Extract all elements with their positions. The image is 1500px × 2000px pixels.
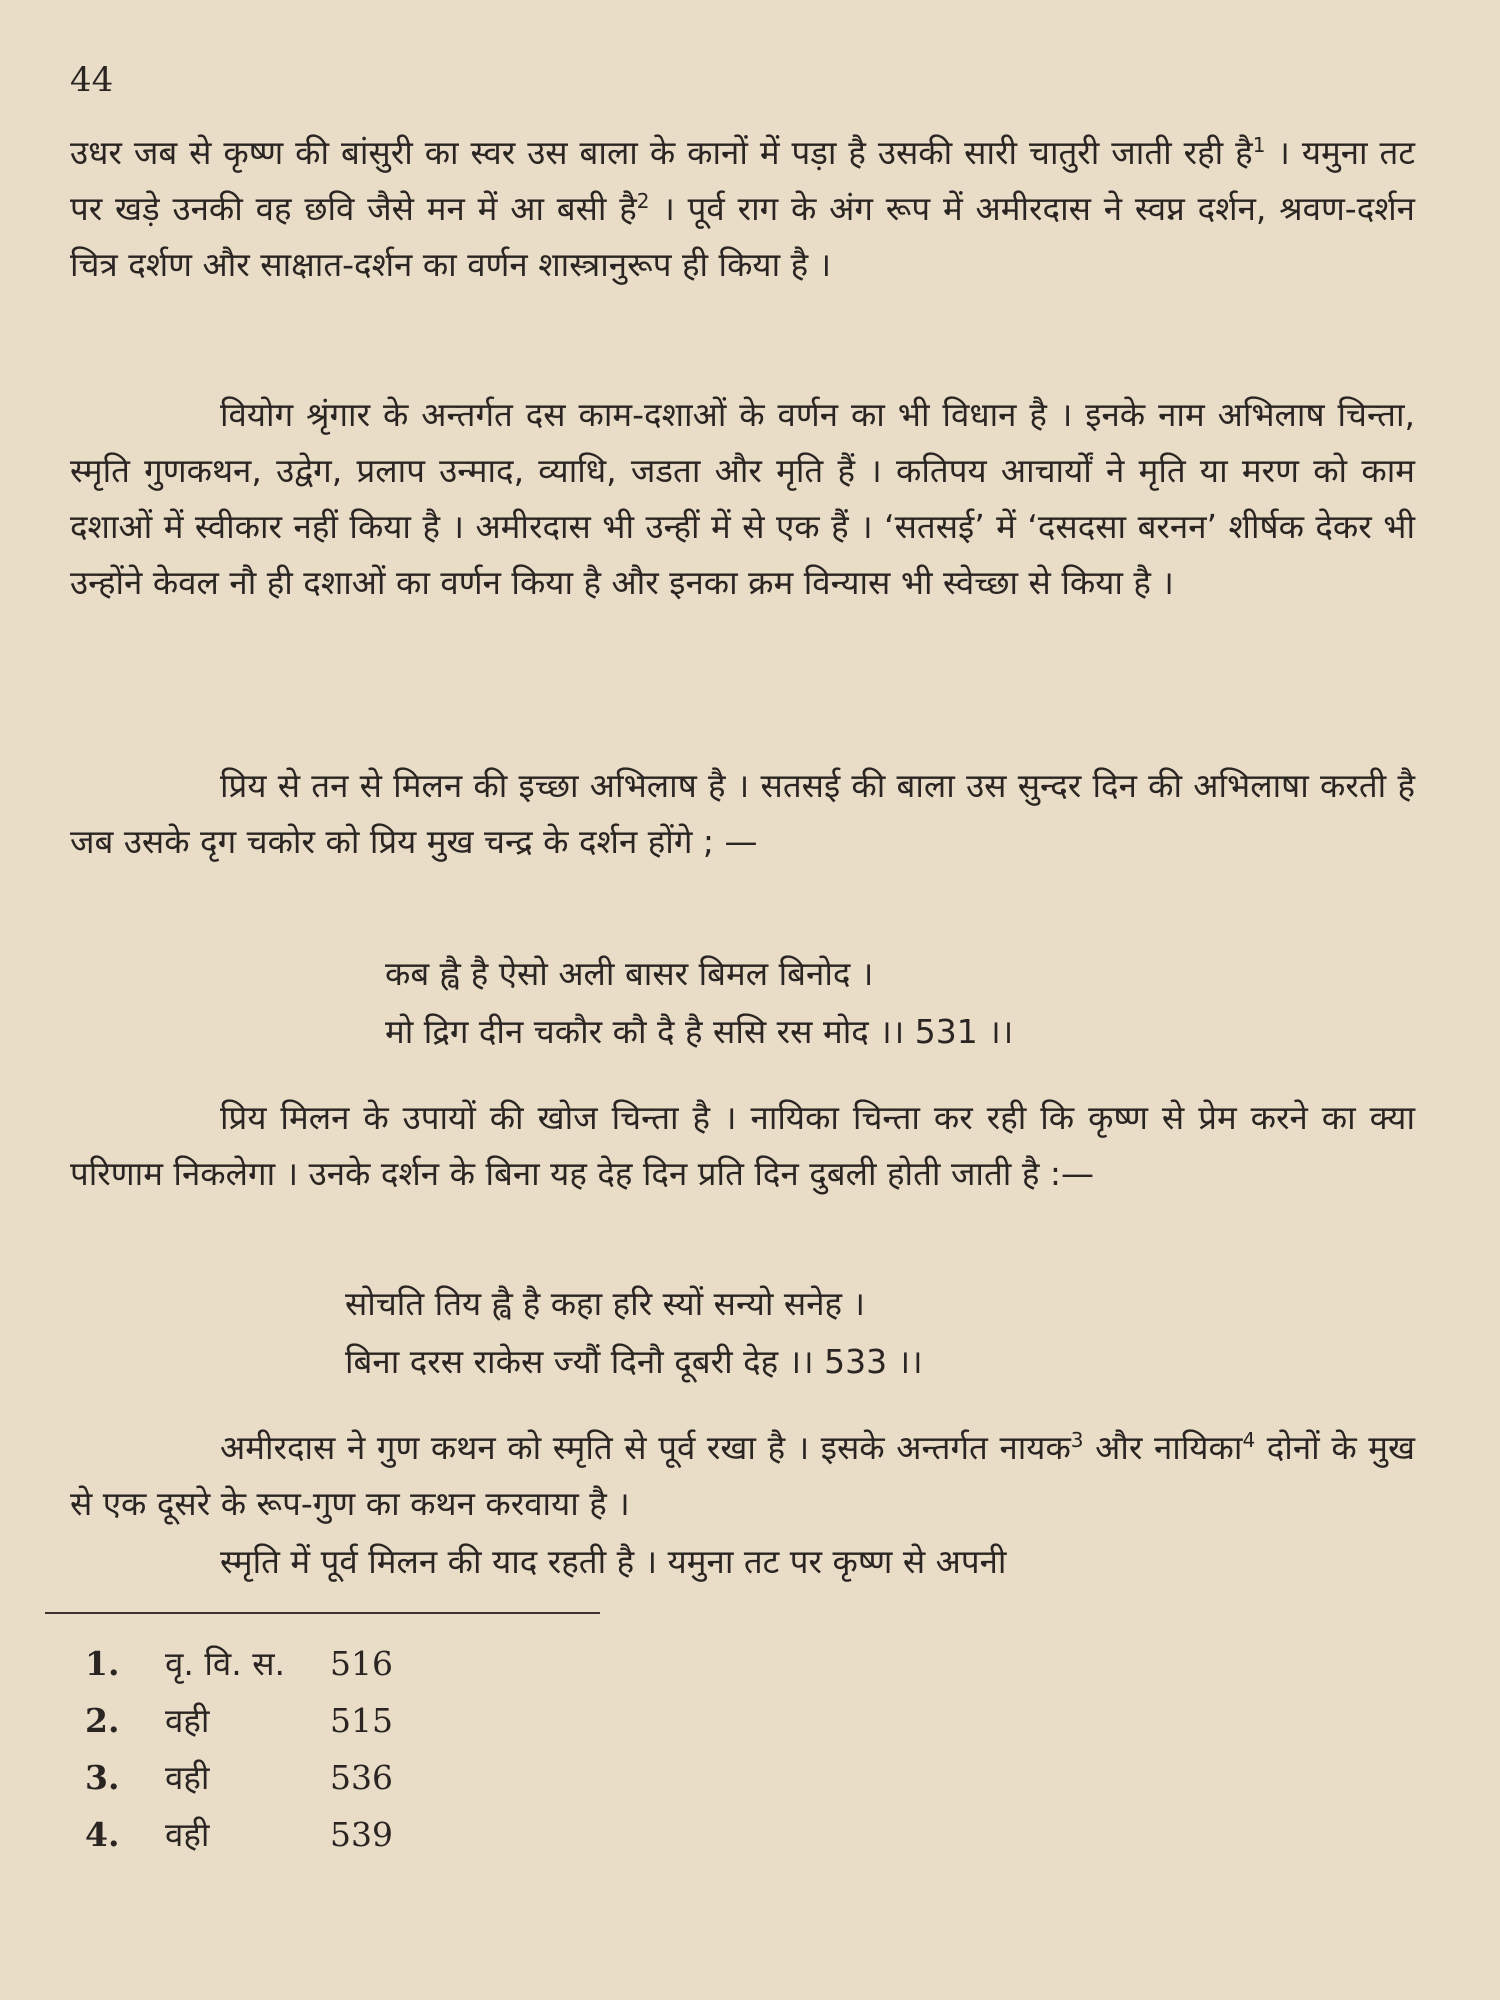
verse-line: बिना दरस राकेस ज्यौं दिनौ दूबरी देह ।। 533 ।। <box>345 1342 923 1381</box>
verse-line: मो द्रिग दीन चकौर कौ दै है ससि रस मोद ।। 531 ।। <box>385 1012 1014 1051</box>
footnote-page: 515 <box>330 1701 393 1740</box>
paragraph-6-text: स्मृति में पूर्व मिलन की याद रहती है । यमुना तट पर कृष्ण से अपनी <box>220 1542 1007 1581</box>
paragraph-1 <box>70 125 1415 293</box>
verse-531 <box>385 945 1013 1061</box>
footnote-ref-4: 4 <box>1242 1428 1256 1452</box>
footnote-item <box>85 1640 393 1697</box>
page-number: 44 <box>70 60 114 100</box>
paragraph-4 <box>70 1090 1415 1202</box>
paragraph-5-part2: और नायिका <box>1083 1428 1243 1467</box>
paragraph-1-mid: । यमुना तट पर खड़े उनकी वह छवि जैसे मन में आ बसी है <box>70 133 1415 228</box>
verse-line: सोचति तिय ह्वै है कहा हरि स्यों सन्यो सनेह । <box>345 1284 866 1323</box>
paragraph-4-text: प्रिय मिलन के उपायों की खोज चिन्ता है । नायिका चिन्ता कर रही कि कृष्ण से प्रेम करने का क्या परिणाम निकलेगा । उनके दर्शन के बिना यह देह दिन प्रति दिन दुबली होती जाती है :— <box>70 1098 1415 1193</box>
verse-533 <box>345 1275 923 1391</box>
paragraph-6 <box>70 1534 1415 1590</box>
footnote-item <box>85 1697 393 1754</box>
paragraph-3 <box>70 758 1415 870</box>
paragraph-5-part1: अमीरदास ने गुण कथन को स्मृति से पूर्व रखा है । इसके अन्तर्गत नायक <box>220 1428 1071 1467</box>
paragraph-3-text: प्रिय से तन से मिलन की इच्छा अभिलाष है । सतसई की बाला उस सुन्दर दिन की अभिलाषा करती है जब उसके दृग चकोर को प्रिय मुख चन्द्र के दर्शन होंगे ; — <box>70 766 1415 861</box>
footnote-ref-2: 2 <box>636 189 650 213</box>
footnote-reference: वही <box>165 1815 210 1854</box>
verse-line: कब ह्वै है ऐसो अली बासर बिमल बिनोद । <box>385 954 874 993</box>
footnote-number: 2. <box>85 1701 120 1740</box>
footnote-page: 536 <box>330 1758 393 1797</box>
footnote-number: 1. <box>85 1644 120 1683</box>
paragraph-5 <box>70 1420 1415 1532</box>
footnote-number: 3. <box>85 1758 120 1797</box>
footnote-ref-3: 3 <box>1070 1428 1084 1452</box>
footnote-number: 4. <box>85 1815 120 1854</box>
footnote-page: 516 <box>330 1644 393 1683</box>
footnote-reference: वही <box>165 1758 210 1797</box>
paragraph-5-part3: दोनों के मुख से एक दूसरे के रूप-गुण का कथन करवाया है । <box>70 1428 1415 1523</box>
footnote-reference: वही <box>165 1701 210 1740</box>
footnote-divider <box>45 1612 600 1614</box>
paragraph-1-rest: । पूर्व राग के अंग रूप में अमीरदास ने स्वप्न दर्शन, श्रवण-दर्शन चित्र दर्शण और साक्षात-दर्शन का वर्णन शास्त्रानुरूप ही किया है । <box>70 189 1415 284</box>
footnote-page: 539 <box>330 1815 393 1854</box>
paragraph-1-intro: उधर जब से कृष्ण की बांसुरी का स्वर उस बाला के कानों में पड़ा है उसकी सारी चातुरी जाती रही है <box>70 133 1253 172</box>
footnote-item <box>85 1754 393 1811</box>
footnote-reference: वृ. वि. स. <box>165 1644 285 1683</box>
footnote-ref-1: 1 <box>1252 133 1266 157</box>
paragraph-2-text: वियोग श्रृंगार के अन्तर्गत दस काम-दशाओं के वर्णन का भी विधान है । इनके नाम अभिलाष चिन्ता, स्मृति गुणकथन, उद्वेग, प्रलाप उन्माद, व्याधि, जडता और मृति हैं । कतिपय आचार्यों ने मृति या मरण को काम दशाओं में स्वीकार नहीं किया है । अमीरदास भी उन्हीं में से एक हैं । ‘सतसई’ में ‘दसदसा बरनन’ शीर्षक देकर भी उन्होंने केवल नौ ही दशाओं का वर्णन किया है और इनका क्रम विन्यास भी स्वेच्छा से किया है । <box>70 395 1415 602</box>
paragraph-2 <box>70 387 1415 611</box>
footnotes <box>85 1640 393 1868</box>
footnote-item <box>85 1811 393 1868</box>
